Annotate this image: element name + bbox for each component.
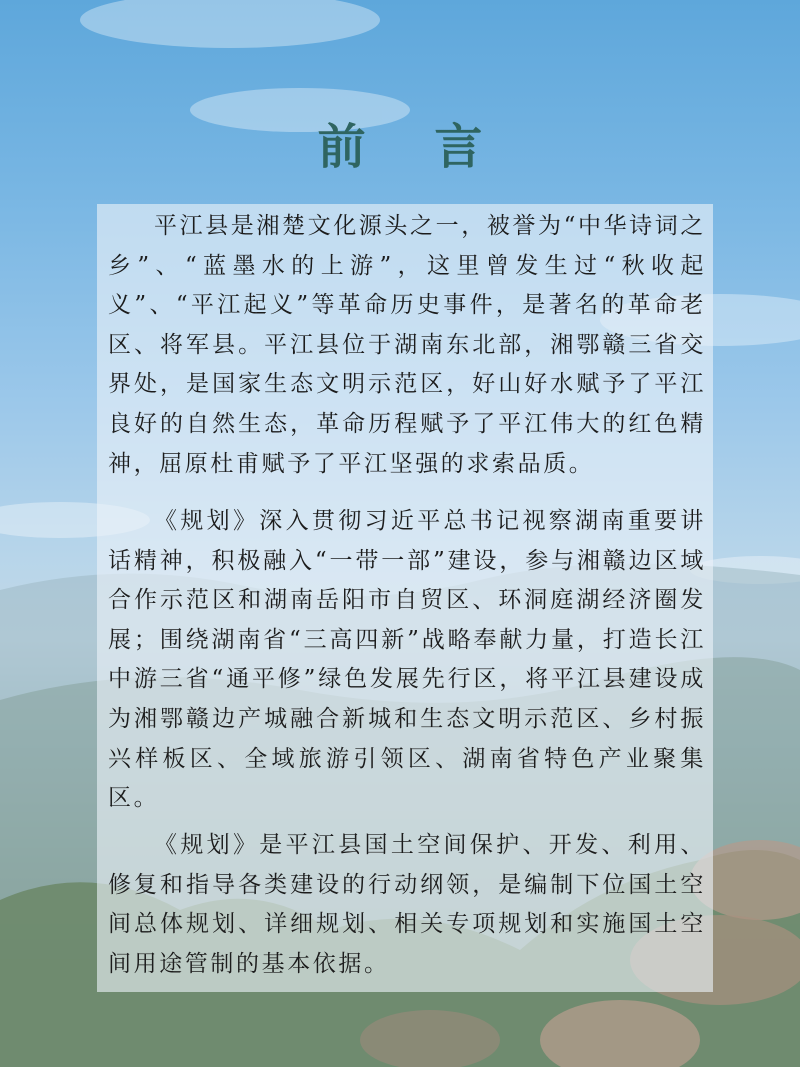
paragraph-2: 《规划》深入贯彻习近平总书记视察湖南重要讲话精神，积极融入“一带一部”建设，参与湘赣边区域合作示范区和湖南岳阳市自贸区、环洞庭湖经济圈发展；围绕湖南省“三高四新”战略奉献力量，打造长江中游三省“通平修”绿色发展先行区，将平江县建设成为湘鄂赣边产城融合新城和生态文明示范区、乡村振兴样板区、全域旅游引领区、湖南省特色产业聚集区。 <box>108 508 706 812</box>
paragraph-1: 平江县是湘楚文化源头之一，被誉为“中华诗词之乡”、“蓝墨水的上游”，这里曾发生过“秋收起义”、“平江起义”等革命历史事件，是著名的革命老区、将军县。平江县位于湖南东北部，湘鄂赣三省交界处，是国家生态文明示范区，好山好水赋予了平江良好的自然生态，革命历程赋予了平江伟大的红色精神，屈原杜甫赋予了平江坚强的求索品质。 <box>108 213 706 477</box>
paragraph-3: 《规划》是平江县国土空间保护、开发、利用、修复和指导各类建设的行动纲领，是编制下位国土空间总体规划、详细规划、相关专项规划和实施国土空间用途管制的基本依据。 <box>108 832 706 977</box>
page-title: 前 言 <box>317 119 509 175</box>
